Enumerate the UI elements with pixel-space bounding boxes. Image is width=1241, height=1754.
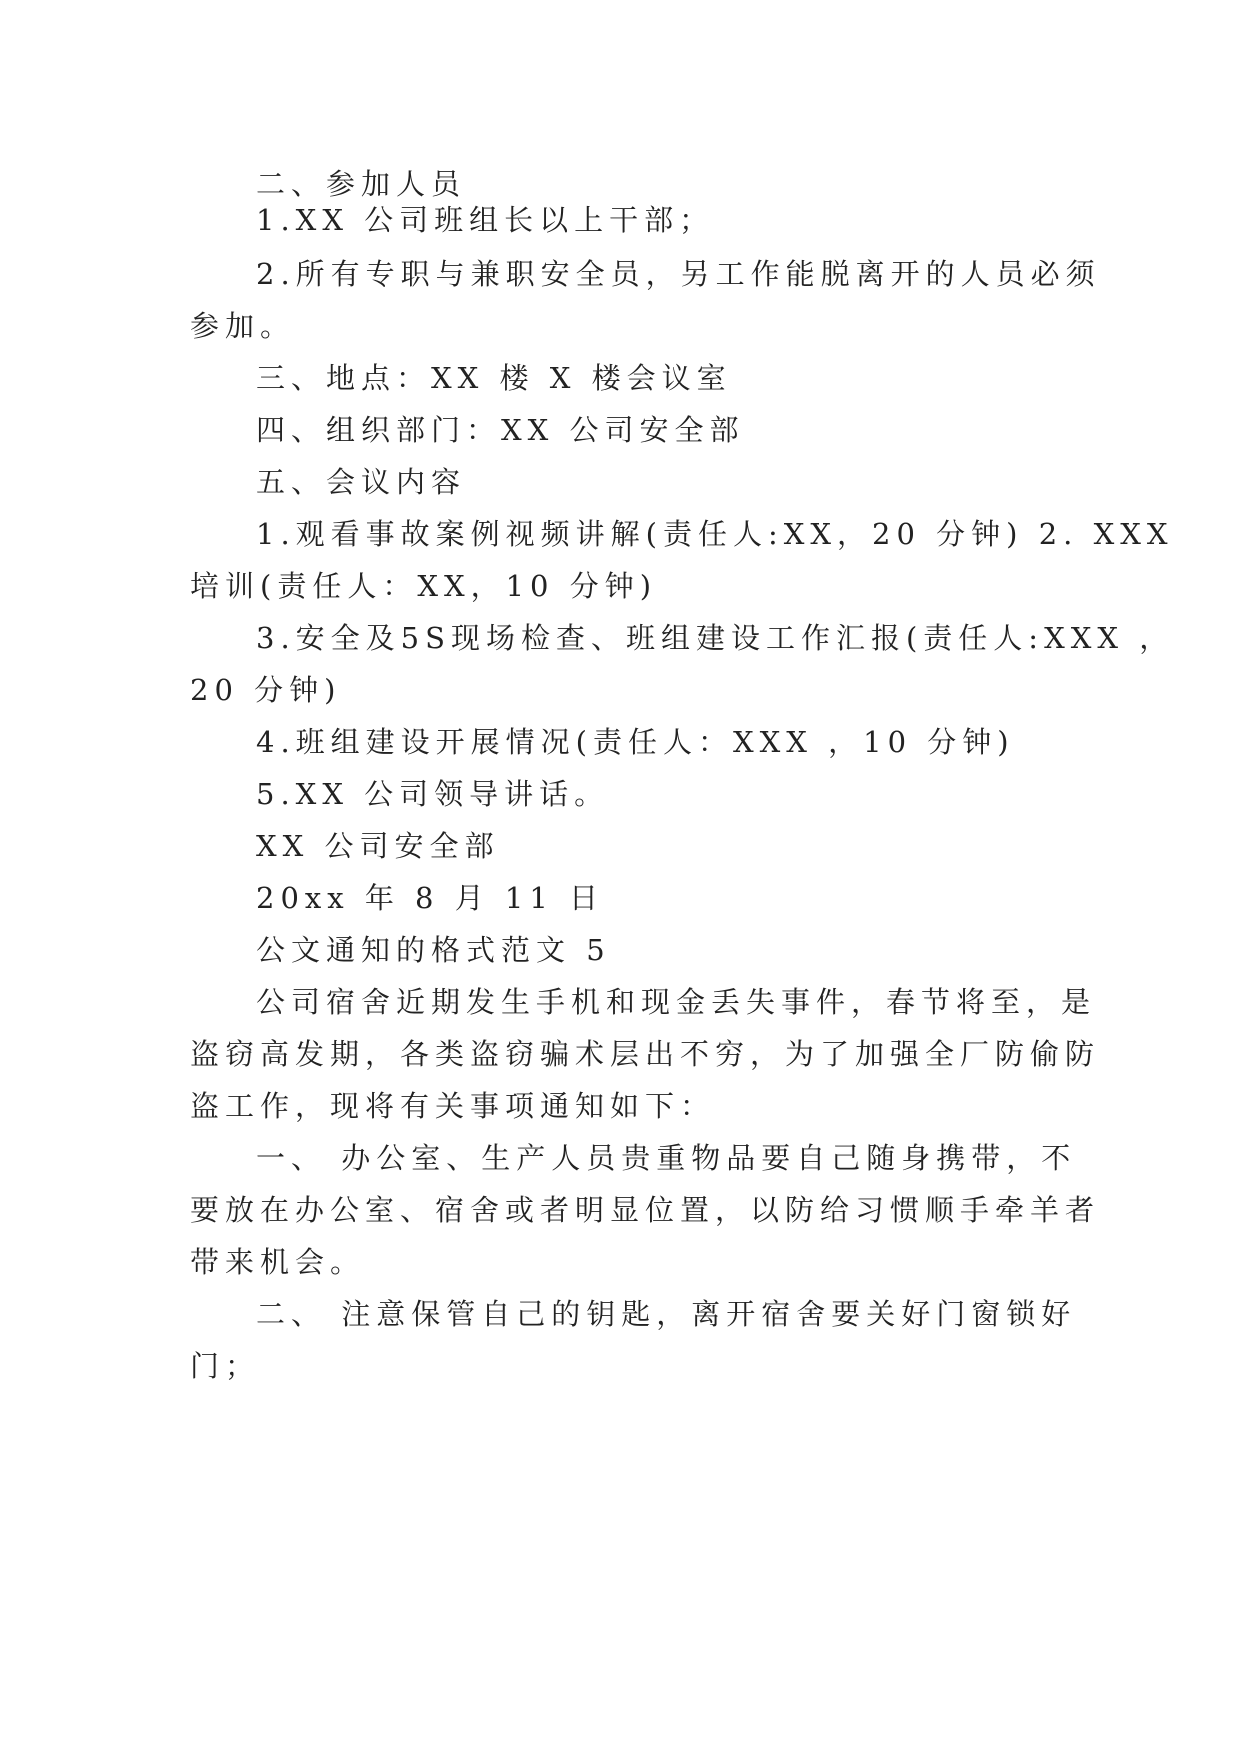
section-heading-participants: 二、参加人员 (256, 167, 467, 201)
content-item-4: 4.班组建设开展情况(责任人：XXX ，10 分钟) (256, 725, 1015, 759)
content-item-3-cont: 20 分钟) (190, 673, 342, 707)
participant-item-1: 1.XX 公司班组长以上干部； (256, 203, 715, 237)
notice-paragraph-line-1: 公司宿舍近期发生手机和现金丢失事件，春节将至，是 (256, 985, 1097, 1019)
content-item-3: 3.安全及5S现场检查、班组建设工作汇报(责任人:XXX ， (256, 621, 1175, 655)
content-item-1: 1.观看事故案例视频讲解(责任人:XX，20 分钟) 2. XXX (256, 517, 1174, 551)
notice-paragraph-line-3: 盗工作，现将有关事项通知如下： (190, 1089, 716, 1123)
participant-item-2: 2.所有专职与兼职安全员，另工作能脱离开的人员必须 (256, 257, 1101, 291)
example-title: 公文通知的格式范文 5 (256, 933, 611, 967)
notice-item-2-line-2: 门； (190, 1349, 261, 1383)
notice-item-1-line-2: 要放在办公室、宿舍或者明显位置，以防给习惯顺手牵羊者 (190, 1193, 1101, 1227)
signature-department: XX 公司安全部 (256, 829, 500, 863)
notice-item-2-line-1: 二、 注意保管自己的钥匙，离开宿舍要关好门窗锁好 (256, 1297, 1077, 1331)
participant-item-2-cont: 参加。 (190, 309, 296, 343)
content-item-2-cont: 培训(责任人：XX，10 分钟) (190, 569, 658, 603)
notice-item-1-line-3: 带来机会。 (190, 1245, 366, 1279)
content-item-5: 5.XX 公司领导讲话。 (256, 777, 610, 811)
section-heading-content: 五、会议内容 (256, 465, 467, 499)
section-heading-organizer: 四、组织部门：XX 公司安全部 (256, 413, 745, 447)
notice-item-1-line-1: 一、 办公室、生产人员贵重物品要自己随身携带，不 (256, 1141, 1077, 1175)
notice-paragraph-line-2: 盗窃高发期，各类盗窃骗术层出不穷，为了加强全厂防偷防 (190, 1037, 1101, 1071)
section-heading-location: 三、地点：XX 楼 X 楼会议室 (256, 361, 732, 395)
signature-date: 20xx 年 8 月 11 日 (256, 881, 605, 915)
